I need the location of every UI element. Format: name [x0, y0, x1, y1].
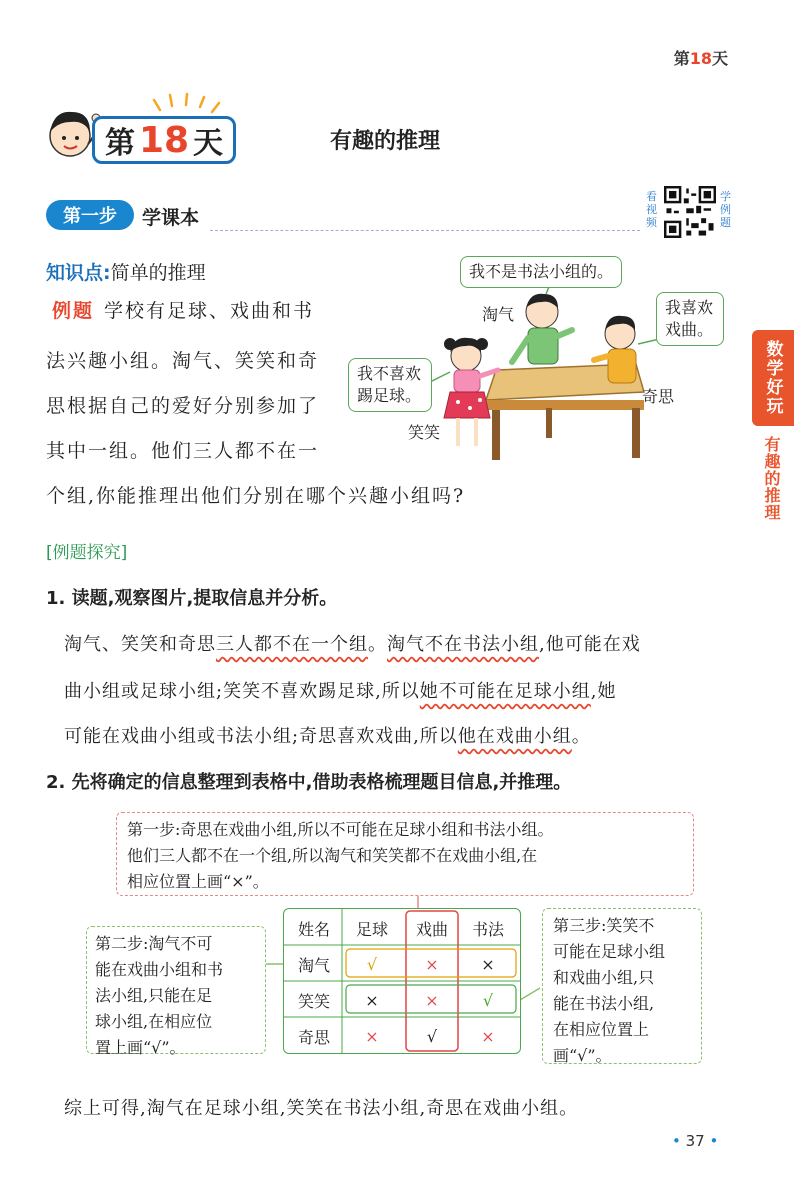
text-run: 可能在戏曲小组或书法小组;奇思喜欢戏曲,所以 [64, 726, 458, 747]
table-row-name: 奇思 [297, 1027, 330, 1047]
name-xiaoxiao: 笑笑 [408, 423, 441, 442]
step3-box [542, 908, 702, 1064]
table-header: 姓名 [297, 919, 330, 939]
step1-line-1: 第一步:奇思在戏曲小组,所以不可能在足球小组和书法小组。 [127, 820, 554, 839]
step3-line: 画“√”。 [553, 1046, 612, 1065]
text-run: 。 [571, 726, 591, 747]
example-line-5: 个组,你能推理出他们分别在哪个兴趣小组吗? [46, 485, 466, 507]
table-cell: √ [366, 954, 378, 974]
dot-icon: • [709, 1132, 719, 1150]
table-cell: × [481, 954, 495, 974]
knowledge-point [46, 258, 206, 285]
example-line-2: 法兴趣小组。淘气、笑笑和奇 [46, 350, 320, 372]
table-header: 书法 [471, 919, 504, 939]
illustration [346, 252, 736, 467]
step2-line: 第二步:淘气不可 [95, 934, 213, 953]
badge-prefix: 第 [104, 126, 135, 161]
text-run: ,他可能在戏 [539, 634, 641, 655]
point1-line-3 [64, 722, 591, 748]
step2-line: 能在戏曲小组和书 [95, 960, 224, 979]
side-subtitle: 有趣的推理 [762, 436, 781, 521]
step1-line-3: 相应位置上画“×”。 [127, 872, 269, 891]
badge-suffix: 天 [193, 126, 224, 161]
day-badge [92, 116, 236, 164]
step-name: 学课本 [142, 207, 200, 229]
badge-number: 18 [138, 119, 190, 161]
point2-heading: 2. 先将确定的信息整理到表格中,借助表格梳理题目信息,并推理。 [46, 772, 572, 793]
step1-box [116, 812, 694, 896]
day-suffix: 天 [711, 49, 728, 68]
step3-line: 第三步:笑笑不 [553, 916, 655, 935]
underlined-run: 三人都不在一个组 [216, 634, 368, 655]
day-mark [674, 46, 728, 69]
table-row-name: 笑笑 [297, 991, 330, 1011]
day-prefix: 第 [673, 49, 690, 68]
example-word: 例题 [52, 300, 95, 322]
text-run: 。 [368, 634, 387, 655]
text-run: 曲小组或足球小组;笑笑不喜欢踢足球,所以 [64, 681, 420, 702]
text-run: 淘气、笑笑和奇思 [64, 634, 216, 655]
table-cell: × [481, 1026, 495, 1046]
step3-line: 可能在足球小组 [553, 942, 666, 961]
example-line-3: 思根据自己的爱好分别参加了 [46, 395, 320, 417]
underlined-run: 他在戏曲小组 [457, 726, 572, 747]
step2-line: 置上画“√”。 [95, 1038, 186, 1057]
day-number: 18 [689, 49, 712, 68]
bubble-qisi: 我喜欢戏曲。 [656, 292, 724, 346]
knowledge-text: 简单的推理 [110, 262, 206, 284]
qr-left-text: 看视频 [646, 190, 657, 229]
point1-heading: 1. 读题,观察图片,提取信息并分析。 [46, 588, 338, 609]
table-cell: √ [482, 990, 494, 1010]
page-title: 有趣的推理 [330, 129, 441, 154]
step1-line-2: 他们三人都不在一个组,所以淘气和笑笑都不在戏曲小组,在 [127, 846, 538, 865]
table-cell: √ [426, 1026, 438, 1046]
table-cell: × [365, 1026, 379, 1046]
table-cell: × [425, 954, 439, 974]
page-number [672, 1132, 718, 1150]
step3-line: 能在书法小组, [553, 994, 655, 1013]
point1-line-1 [64, 630, 641, 656]
name-taoqi: 淘气 [482, 305, 515, 324]
reasoning-table [283, 908, 521, 1054]
qr-code-icon[interactable] [664, 186, 716, 238]
step2-line: 球小组,在相应位 [95, 1012, 213, 1031]
step3-line: 在相应位置上 [553, 1020, 650, 1039]
underlined-run: 淘气不在书法小组 [387, 634, 539, 655]
text-run: ,她 [590, 681, 617, 702]
example-line-1 [46, 302, 314, 321]
divider [210, 230, 640, 231]
table-row-name: 淘气 [297, 955, 330, 975]
knowledge-label: 知识点: [46, 262, 111, 284]
step2-line: 法小组,只能在足 [95, 986, 213, 1005]
bubble-xiaoxiao: 我不喜欢踢足球。 [348, 358, 432, 412]
table-header: 足球 [355, 919, 388, 939]
qr-right-text: 学例题 [720, 190, 731, 229]
point1-line-2 [64, 677, 617, 703]
underlined-run: 她不可能在足球小组 [419, 681, 591, 702]
side-tab[interactable]: 数学好玩 [752, 330, 794, 426]
step-tag: 第一步 [46, 200, 134, 230]
example-line-4: 其中一组。他们三人都不在一 [46, 440, 320, 462]
example-text: 学校有足球、戏曲和书 [104, 300, 315, 322]
page-number-value: 37 [685, 1132, 705, 1150]
bubble-taoqi: 我不是书法小组的。 [460, 256, 622, 288]
table-cell: × [365, 990, 379, 1010]
explore-heading: [例题探究] [46, 543, 128, 563]
table-header: 戏曲 [415, 919, 448, 939]
dot-icon: • [672, 1132, 681, 1150]
name-qisi: 奇思 [642, 387, 675, 406]
summary: 综上可得,淘气在足球小组,笑笑在书法小组,奇思在戏曲小组。 [64, 1098, 579, 1119]
table-cell: × [425, 990, 439, 1010]
step3-line: 和戏曲小组,只 [553, 968, 655, 987]
step2-box [86, 926, 266, 1057]
